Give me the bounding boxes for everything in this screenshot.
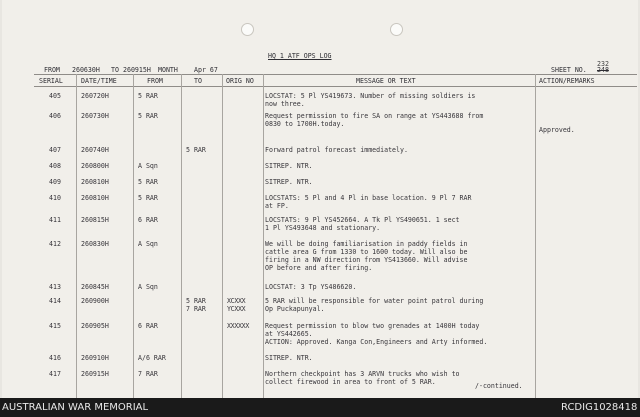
column-divider [133, 74, 134, 398]
footer-bar [0, 398, 640, 417]
from-value: 260630H [72, 66, 100, 74]
message-line: 5 RAR will be responsible for water point patrol during [265, 297, 484, 305]
punch-hole [390, 23, 403, 36]
column-divider [263, 74, 264, 398]
datetime-cell: 260915H [81, 370, 109, 378]
column-divider [535, 74, 536, 398]
footer-id: RCDIG1028418 [561, 402, 638, 413]
serial-cell: 414 [49, 297, 61, 305]
message-line: OP before and after firing. [265, 264, 373, 272]
header-rule-bottom [34, 86, 637, 87]
from-cell: 5 RAR [138, 112, 158, 120]
datetime-cell: 260830H [81, 240, 109, 248]
to-value: 260915H [123, 66, 151, 74]
action-cell: Approved. [539, 126, 575, 134]
column-divider [181, 74, 182, 398]
message-line: now three. [265, 100, 305, 108]
message-line: SITREP. NTR. [265, 178, 313, 186]
datetime-cell: 260900H [81, 297, 109, 305]
sheet-number-new: 232 [597, 60, 609, 68]
from-cell: A/6 RAR [138, 354, 166, 362]
col-to: TO [194, 77, 202, 85]
datetime-cell: 260730H [81, 112, 109, 120]
message-line: cattle area G from 1330 to 1600 today. Will also be [265, 248, 468, 256]
message-line: Request permission to blow two grenades at 1400H today [265, 322, 480, 330]
from-cell: 7 RAR [138, 370, 158, 378]
message-line: We will be doing familiarisation in paddy fields in [265, 240, 468, 248]
from-label: FROM [44, 66, 60, 74]
from-cell: A Sqn [138, 240, 158, 248]
serial-cell: 408 [49, 162, 61, 170]
datetime-cell: 260800H [81, 162, 109, 170]
serial-cell: 410 [49, 194, 61, 202]
datetime-cell: 260740H [81, 146, 109, 154]
serial-cell: 415 [49, 322, 61, 330]
serial-cell: 417 [49, 370, 61, 378]
from-cell: 6 RAR [138, 322, 158, 330]
punch-hole [241, 23, 254, 36]
message-line: LOCSTAT: 5 Pl YS419673. Number of missing soldiers is [265, 92, 476, 100]
datetime-cell: 260905H [81, 322, 109, 330]
page-title: HQ 1 ATF OPS LOG [268, 52, 332, 60]
message-line: ACTION: Approved. Kanga Con,Engineers and Arty informed. [265, 338, 488, 346]
datetime-cell: 260810H [81, 178, 109, 186]
serial-cell: 411 [49, 216, 61, 224]
message-line: SITREP. NTR. [265, 354, 313, 362]
datetime-cell: 260815H [81, 216, 109, 224]
footer-source: AUSTRALIAN WAR MEMORIAL [2, 402, 149, 413]
message-line: LOCSTAT: 3 Tp YS486620. [265, 283, 357, 291]
message-line: LOCSTATS: 5 Pl and 4 Pl in base location. 9 Pl 7 RAR [265, 194, 472, 202]
message-line: Request permission to fire SA on range at YS443688 from [265, 112, 484, 120]
message-line: LOCSTATS: 9 Pl YS452664. A Tk Pl YS490651. 1 sect [265, 216, 460, 224]
col-datetime: DATE/TIME [81, 77, 117, 85]
col-action: ACTION/REMARKS [539, 77, 595, 85]
col-from: FROM [147, 77, 163, 85]
from-cell: A Sqn [138, 162, 158, 170]
sheet-label: SHEET NO. [551, 66, 587, 74]
orig-no-cell: XCXXX YCXXX [227, 297, 246, 313]
serial-cell: 409 [49, 178, 61, 186]
message-line: Northern checkpoint has 3 ARVN trucks who wish to [265, 370, 460, 378]
from-cell: 6 RAR [138, 216, 158, 224]
message-line: Op Puckapunyal. [265, 305, 325, 313]
serial-cell: 412 [49, 240, 61, 248]
column-divider [76, 74, 77, 398]
datetime-cell: 260910H [81, 354, 109, 362]
from-cell: A Sqn [138, 283, 158, 291]
to-cell: 5 RAR [186, 146, 206, 154]
header-rule-top [34, 74, 637, 75]
serial-cell: 406 [49, 112, 61, 120]
from-cell: 5 RAR [138, 92, 158, 100]
col-message: MESSAGE OR TEXT [356, 77, 416, 85]
orig-no-cell: XXXXXX [227, 322, 250, 330]
column-divider [222, 74, 223, 398]
col-orig-no: ORIG NO [226, 77, 254, 85]
serial-cell: 413 [49, 283, 61, 291]
message-line: collect firewood in area to front of 5 RAR. [265, 378, 436, 386]
message-line: /-continued. [475, 382, 523, 390]
month-value: Apr 67 [194, 66, 218, 74]
message-line: at FP. [265, 202, 289, 210]
from-cell: 5 RAR [138, 178, 158, 186]
col-serial: SERIAL [39, 77, 63, 85]
serial-cell: 407 [49, 146, 61, 154]
sheet-number-old: 248 [597, 66, 609, 74]
message-line: SITREP. NTR. [265, 162, 313, 170]
message-line: 1 Pl YS493648 and stationary. [265, 224, 381, 232]
from-cell: 5 RAR [138, 194, 158, 202]
serial-cell: 416 [49, 354, 61, 362]
datetime-cell: 260720H [81, 92, 109, 100]
message-line: at YS442665. [265, 330, 313, 338]
to-cell: 5 RAR 7 RAR [186, 297, 206, 313]
serial-cell: 405 [49, 92, 61, 100]
to-label: TO [111, 66, 119, 74]
message-line: firing in a NW direction from YS413660. Will advise [265, 256, 468, 264]
datetime-cell: 260845H [81, 283, 109, 291]
datetime-cell: 260810H [81, 194, 109, 202]
message-line: 0830 to 1700H.today. [265, 120, 345, 128]
message-line: Forward patrol forecast immediately. [265, 146, 408, 154]
month-label: MONTH [158, 66, 178, 74]
